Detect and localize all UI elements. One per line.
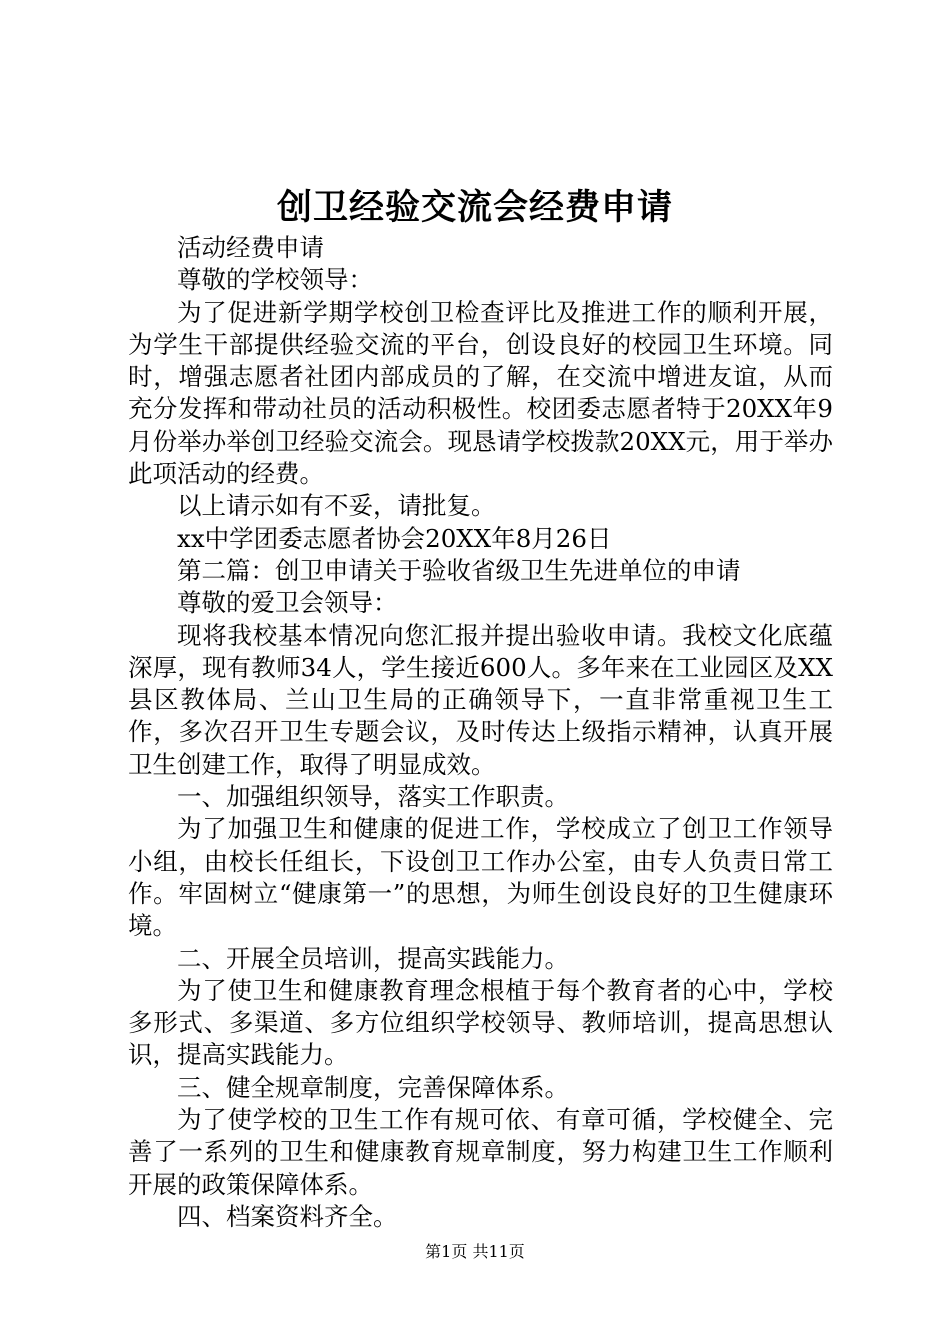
paragraph: 为了使卫生和健康教育理念根植于每个教育者的心中，学校多形式、多渠道、多方位组织学校领导、教师培训，提高思想认识，提高实践能力。 [128, 975, 833, 1070]
section-heading: 第二篇：创卫申请关于验收省级卫生先进单位的申请 [177, 555, 741, 585]
paragraph: 现将我校基本情况向您汇报并提出验收申请。我校文化底蕴深厚，现有教师34人，学生接近600人。多年来在工业园区及XX县区教体局、兰山卫生局的正确领导下，一直非常重视卫生工作，多次召开卫生专题会议，及时传达上级指示精神，认真开展卫生创建工作，取得了明显成效。 [128, 620, 833, 779]
section-heading: 二、开展全员培训，提高实践能力。 [177, 943, 569, 973]
paragraph: xx中学团委志愿者协会20XX年8月26日 [177, 523, 612, 553]
paragraph: 活动经费申请 [177, 233, 324, 262]
paragraph: 尊敬的学校领导： [177, 265, 373, 295]
section-heading: 一、加强组织领导，落实工作职责。 [177, 782, 569, 812]
document-body [128, 232, 833, 1233]
section-heading: 四、档案资料齐全。 [177, 1201, 398, 1231]
paragraph: 为了使学校的卫生工作有规可依、有章可循，学校健全、完善了一系列的卫生和健康教育规章制度，努力构建卫生工作顺利开展的政策保障体系。 [128, 1105, 833, 1199]
paragraph: 为了促进新学期学校创卫检查评比及推进工作的顺利开展，为学生干部提供经验交流的平台，创设良好的校园卫生环境。同时，增强志愿者社团内部成员的了解，在交流中增进友谊，从而充分发挥和带动社员的活动积极性。校团委志愿者特于20XX年9月份举办举创卫经验交流会。现恳请学校拨款20XX元，用于举办此项活动的经费。 [128, 297, 833, 489]
paragraph: 以上请示如有不妥，请批复。 [177, 491, 496, 521]
paragraph: 为了加强卫生和健康的促进工作，学校成立了创卫工作领导小组，由校长任组长，下设创卫工作办公室，由专人负责日常工作。牢固树立“健康第一”的思想，为师生创设良好的卫生健康环境。 [128, 814, 833, 941]
paragraph: 尊敬的爱卫会领导： [177, 588, 398, 618]
section-heading: 三、健全规章制度，完善保障体系。 [177, 1072, 569, 1102]
document-title: 创卫经验交流会经费申请 [276, 187, 673, 228]
page-footer: 第1页 共11页 [425, 1242, 525, 1261]
